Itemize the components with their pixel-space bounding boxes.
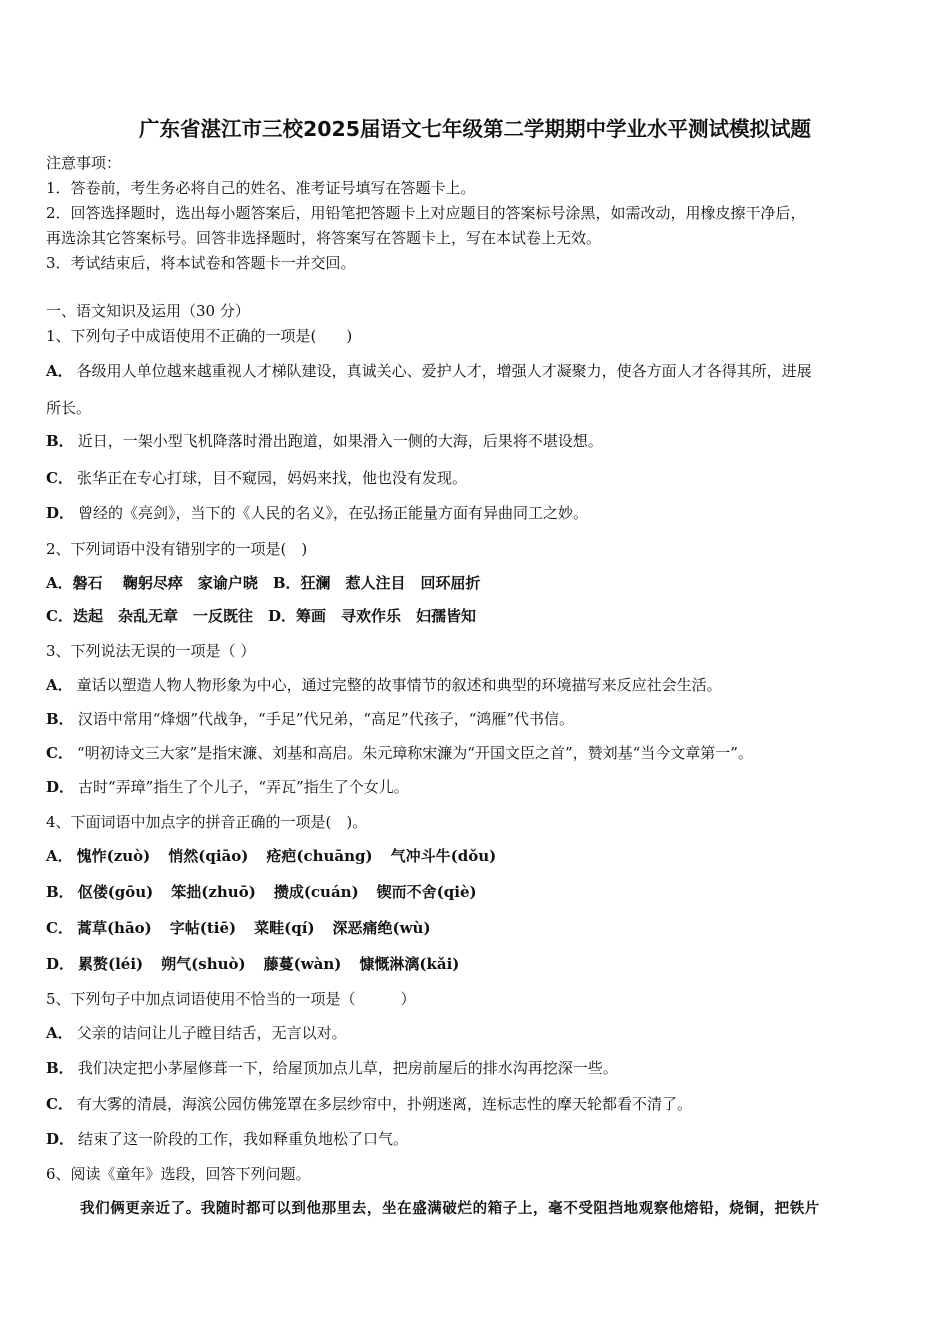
q1-option-a-cont: 所长。 bbox=[46, 399, 92, 417]
q4-option-c: C． 蒿草(hāo) 字帖(tiē) 菜畦(qí) 深恶痛绝(wù) bbox=[46, 919, 431, 937]
q3-option-b: B． 汉语中常用“烽烟”代战争，“手足”代兄弟，“高足”代孩子，“鸿雁”代书信。 bbox=[46, 710, 575, 728]
q2-stem: 2、下列词语中没有错别字的一项是( ) bbox=[46, 540, 308, 558]
q1-option-a: A． 各级用人单位越来越重视人才梯队建设，真诚关心、爱护人才，增强人才凝聚力，使各方面人才各得其所，进展 bbox=[46, 362, 812, 380]
notice-item-1: 1．答卷前，考生务必将自己的姓名、准考证号填写在答题卡上。 bbox=[46, 179, 476, 197]
q5-option-c: C． 有大雾的清晨，海滨公园仿佛笼罩在多层纱帘中，扑朔迷离，连标志性的摩天轮都看不清了。 bbox=[46, 1095, 692, 1113]
q3-option-d: D． 古时“弄璋”指生了个儿子，“弄瓦”指生了个女儿。 bbox=[46, 778, 409, 796]
q4-option-d: D． 累赘(léi) 朔气(shuò) 藤蔓(wàn) 慷慨淋漓(kǎi) bbox=[46, 955, 460, 973]
q6-stem: 6、阅读《童年》选段，回答下列问题。 bbox=[46, 1165, 311, 1183]
q4-option-b: B． 伛偻(gōu) 笨拙(zhuō) 攒成(cuán) 锲而不舍(qiè) bbox=[46, 883, 477, 901]
section-heading: 一、语文知识及运用（30 分） bbox=[46, 302, 250, 320]
q3-option-c: C． “明初诗文三大家”是指宋濂、刘基和高启。朱元璋称宋濂为“开国文臣之首”，赞刘基“当今文章第一”。 bbox=[46, 744, 753, 762]
q3-option-a: A． 童话以塑造人物人物形象为中心，通过完整的故事情节的叙述和典型的环境描写来反应社会生活。 bbox=[46, 676, 722, 694]
q5-option-b: B． 我们决定把小茅屋修葺一下，给屋顶加点儿草，把房前屋后的排水沟再挖深一些。 bbox=[46, 1059, 618, 1077]
q2-options-cd: C．迭起 杂乱无章 一反既往 D．筹画 寻欢作乐 妇孺皆知 bbox=[46, 607, 476, 625]
q4-option-a: A． 愧怍(zuò) 悄然(qiāo) 疮疤(chuāng) 气冲斗牛(dǒu) bbox=[46, 847, 497, 865]
q1-option-b: B． 近日，一架小型飞机降落时滑出跑道，如果滑入一侧的大海，后果将不堪设想。 bbox=[46, 432, 603, 450]
notice-item-2: 2．回答选择题时，选出每小题答案后，用铅笔把答题卡上对应题目的答案标号涂黑，如需改动，用橡皮擦干净后， bbox=[46, 204, 806, 222]
notice-item-3: 3．考试结束后，将本试卷和答题卡一并交回。 bbox=[46, 254, 356, 272]
q1-option-c: C． 张华正在专心打球，目不窥园，妈妈来找，他也没有发现。 bbox=[46, 469, 467, 487]
q1-stem: 1、下列句子中成语使用不正确的一项是( ) bbox=[46, 327, 353, 345]
notice-heading: 注意事项： bbox=[46, 154, 122, 172]
q1-option-d: D． 曾经的《亮剑》，当下的《人民的名义》，在弘扬正能量方面有异曲同工之妙。 bbox=[46, 504, 589, 522]
q3-stem: 3、下列说法无误的一项是（ ） bbox=[46, 642, 256, 660]
q4-stem: 4、下面词语中加点字的拼音正确的一项是( )。 bbox=[46, 813, 368, 831]
q5-option-d: D． 结束了这一阶段的工作，我如释重负地松了口气。 bbox=[46, 1130, 409, 1148]
notice-item-2-cont: 再选涂其它答案标号。回答非选择题时，将答案写在答题卡上，写在本试卷上无效。 bbox=[46, 229, 602, 247]
q5-stem: 5、下列句子中加点词语使用不恰当的一项是（ ） bbox=[46, 990, 416, 1008]
q2-options-ab: A．磐石 鞠躬尽瘁 家谕户晓 B．狂澜 惹人注目 回环屈折 bbox=[46, 574, 481, 592]
q5-option-a: A． 父亲的诘问让儿子瞠目结舌，无言以对。 bbox=[46, 1024, 347, 1042]
reading-passage: 我们俩更亲近了。我随时都可以到他那里去，坐在盛满破烂的箱子上，毫不受阻挡地观察他熔铅，烧铜，把铁片 bbox=[80, 1201, 820, 1217]
page-title: 广东省湛江市三校2025届语文七年级第二学期期中学业水平测试模拟试题 bbox=[138, 117, 812, 141]
